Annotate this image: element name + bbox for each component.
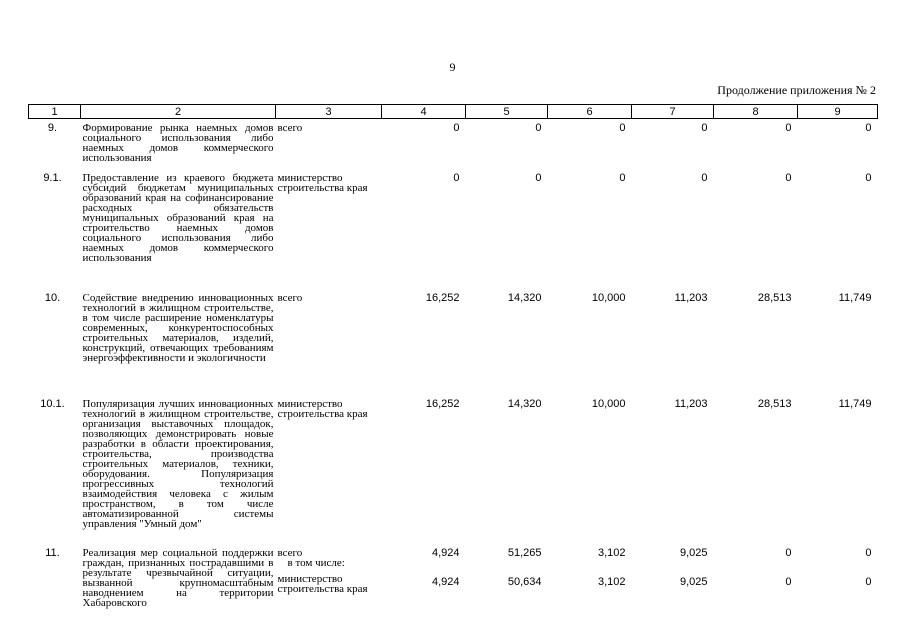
row-name: Предоставление из краевого бюджета субсидий бюджетам муниципальных образований края на софинансирование расходных обязательств муниципальных образований края на строительство наемных домов социального использования либо наемных домов коммерческого использования [82, 172, 274, 264]
row-value-ministry: 4,924 [431, 576, 460, 588]
row-value-ministry: 0 [785, 576, 792, 588]
row-executor-total: всего [277, 547, 303, 559]
row-executor: министерство строительства края [277, 172, 368, 194]
row-value-ministry: 0 [865, 576, 872, 588]
column-header: 5 [466, 105, 548, 119]
row-executor-ministry: министерство строительства края [277, 573, 368, 595]
row-value: 14,320 [507, 292, 542, 304]
row-index: 9. [47, 122, 58, 134]
row-value: 0 [785, 172, 792, 184]
row-value: 14,320 [507, 398, 542, 410]
table-row [29, 395, 878, 544]
row-value-group [548, 544, 632, 628]
row-value: 11,749 [838, 292, 872, 304]
row-executor: министерство строительства края [277, 398, 368, 420]
row-value: 0 [865, 172, 872, 184]
row-value-ministry: 9,025 [679, 576, 708, 588]
header-row [29, 105, 878, 119]
column-header: 2 [81, 105, 276, 119]
row-value: 11,203 [674, 398, 708, 410]
row-value: 0 [701, 122, 708, 134]
row-index: 9.1. [43, 172, 62, 184]
row-value-total: 51,265 [507, 547, 542, 559]
table-row [29, 119, 878, 170]
row-value-total: 3,102 [597, 547, 626, 559]
row-value: 0 [785, 122, 792, 134]
column-header: 9 [798, 105, 878, 119]
row-value: 11,749 [838, 398, 872, 410]
row-value: 10,000 [591, 292, 626, 304]
row-name: Популяризация лучших инновационных технологий в жилищном строительстве, организация выставочных площадок, позволяющих демонстрировать новые разработки в области проектирования, строительства, производства строительных материалов, техники, оборудования. Популяризация прогрессивных технологий взаимодействия человека с жилым пространством, в том числе автоматизированной системы управления "Умный дом" [82, 398, 274, 530]
row-value-group [714, 544, 798, 628]
row-value-group [382, 544, 466, 628]
row-name: Формирование рынка наемных домов социального использования либо наемных домов коммерческого использования [82, 122, 274, 164]
row-index: 10.1. [40, 398, 65, 410]
row-value: 0 [535, 172, 542, 184]
column-header: 8 [714, 105, 798, 119]
row-value: 0 [701, 172, 708, 184]
table-row [29, 289, 878, 395]
row-value: 0 [619, 172, 626, 184]
row-executor: всего [277, 122, 303, 134]
column-header: 4 [382, 105, 466, 119]
column-header: 1 [29, 105, 81, 119]
row-value: 0 [453, 172, 460, 184]
row-index: 10. [44, 292, 61, 304]
row-index: 11. [45, 547, 60, 559]
row-executor-group [276, 544, 382, 628]
row-value-ministry: 3,102 [597, 576, 626, 588]
row-value: 0 [619, 122, 626, 134]
row-value: 0 [865, 122, 872, 134]
row-value: 11,203 [674, 292, 708, 304]
row-value-ministry: 50,634 [507, 576, 542, 588]
column-header: 6 [548, 105, 632, 119]
row-value-group [798, 544, 878, 628]
row-executor: всего [277, 292, 303, 304]
row-value: 16,252 [425, 398, 460, 410]
table-row [29, 169, 878, 289]
row-value: 28,513 [757, 292, 792, 304]
row-value-total: 9,025 [679, 547, 708, 559]
row-value-total: 0 [865, 547, 872, 559]
row-value: 0 [535, 122, 542, 134]
row-value: 10,000 [591, 398, 626, 410]
row-executor-including: в том числе: [287, 557, 345, 569]
page-number: 9 [449, 60, 456, 74]
continuation-label: Продолжение приложения № 2 [717, 83, 876, 97]
row-value-total: 4,924 [431, 547, 460, 559]
column-header: 3 [276, 105, 382, 119]
row-name: Содействие внедрению инновационных технологий в жилищном строительстве, в том числе расширение номенклатуры современных, конкурентоспособных строительных материалов, изделий, конструкций, отвечающих требованиям энергоэффективности и экологичности [82, 292, 274, 364]
row-value-group [466, 544, 548, 628]
row-value: 28,513 [757, 398, 792, 410]
row-name: Реализация мер социальной поддержки граждан, признанных пострадавшими в результате чрезвычайной ситуации, вызванной крупномасштабным наводнением на территории Хабаровского [82, 547, 274, 609]
program-table [28, 104, 878, 628]
row-value-total: 0 [785, 547, 792, 559]
column-header: 7 [632, 105, 714, 119]
row-value: 0 [453, 122, 460, 134]
row-value: 16,252 [425, 292, 460, 304]
row-value-group [632, 544, 714, 628]
table-row [29, 544, 878, 628]
